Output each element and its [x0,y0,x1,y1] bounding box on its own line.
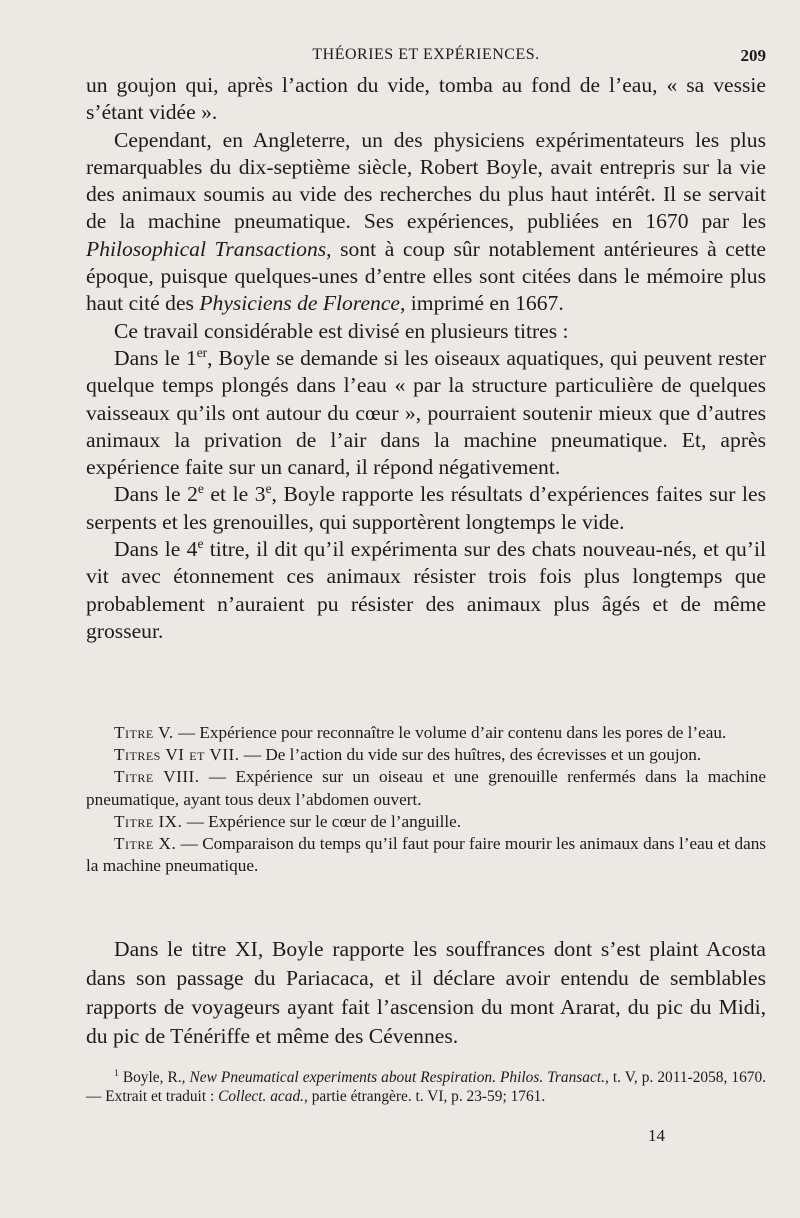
main-text [86,72,766,645]
paragraph-division: Ce travail considérable est divisé en plusieurs titres : [114,318,569,343]
paragraph-titre-4 [86,536,766,645]
titre-item [86,744,766,766]
signature-mark: 14 [648,1126,665,1145]
paragraph-titre-1 [86,345,766,481]
citation-title: New Pneumatical experiments about Respiration. Philos. Transact. [189,1069,605,1086]
titre-text: — Expérience pour reconnaître le volume d’air contenu dans les pores de l’eau. [173,723,727,742]
journal-title: Philosophical Transactions [86,236,327,261]
paragraph-titre-2-3 [86,481,766,536]
paragraph-titre-11: Dans le titre XI, Boyle rapporte les souffrances dont s’est plaint Acosta dans son passage du Pariacaca, et il déclare avoir entendu de semblables rapports de voyageurs ayant fait l’ascension du mont Ararat, du pic du Midi, du pic de Ténériffe et même des Cévennes. [86,937,766,1048]
titre-label: Titre VIII. [114,767,200,787]
titre-label: Titre X. [114,834,177,854]
titre-item [86,833,766,877]
work-title: Physiciens de Florence [199,291,400,316]
titre-label: Titres VI et VII. [114,745,240,765]
footnote-text [86,1068,766,1106]
titre-label: Titre V. [114,723,174,742]
text-run: Boyle, R., [118,1069,190,1086]
footnote [86,1068,766,1106]
footnote-marker: 1 [114,1067,119,1079]
superscript: e [197,535,204,551]
paragraph-boyle-intro [86,127,766,318]
titre-item [86,722,766,744]
titre-item [86,766,766,810]
text-run: titre, il dit qu’il expérimenta sur des chats nouveau-nés, et qu’il vit avec étonnement ces animaux résister trois fois plus longtemps que probablement n’auraient pu résister des animaux plus âgés et de même grosseur. [86,537,766,643]
text-run: Dans le 2 [114,482,198,507]
paragraph-continuation: un goujon qui, après l’action du vide, tomba au fond de l’eau, « sa vessie s’étant vidée ». [86,73,766,125]
closing-section [86,935,766,1051]
titre-item [86,811,766,833]
text-run: , sont à coup sûr notablement antérieures à cette époque, puisque quelques-unes d’entre elles sont citées dans le mémoire plus haut cité des [86,236,767,316]
text-run: , partie étrangère. t. VI, p. 23-59; 1761. [304,1088,546,1106]
titre-text: — De l’action du vide sur des huîtres, des écrevisses et un goujon. [239,745,702,765]
titres-list [86,722,766,877]
text-run: Cependant, en Angleterre, un des physiciens expérimentateurs les plus remarquables du dix-septième siècle, Robert Boyle, avait entrepris sur la vie des animaux soumis au vide des recherches du plus haut intérêt. Il se servait de la machine pneumatique. Ses expériences, publiées en 1670 par les [86,127,766,234]
text-run: Dans le 4 [114,537,198,562]
text-run: Dans le 1 [114,345,197,370]
text-run: , Boyle se demande si les oiseaux aquatiques, qui peuvent rester quelque temps plongés dans l’eau « par la structure particulière de quelques vaisseaux qu’ils ont autour du cœur », pourraient soutenir mieux que d’autres animaux la privation de l’air dans la machine pneumatique. Et, après expérience faite sur un canard, il répond négativement. [86,345,766,480]
text-run: , t. V, p. 2011-2058, 1670. — Extrait et traduit : [86,1069,767,1106]
titre-label: Titre IX. [114,811,183,831]
page-header [86,44,766,72]
page-number: 209 [740,46,766,65]
text-run: , Boyle rapporte les résultats d’expériences faites sur les serpents et les grenouilles, qui supportèrent longtemps le vide. [86,482,767,534]
text-run: , imprimé en 1667. [400,291,564,316]
superscript: er [196,344,208,360]
superscript: e [197,481,204,497]
superscript: e [265,481,272,497]
titre-text: — Expérience sur un oiseau et une grenouille renfermés dans la machine pneumatique, ayant tous deux l’abdomen ouvert. [86,767,766,809]
text-run: et le 3 [203,482,266,507]
citation-collection: Collect. acad. [218,1088,304,1106]
running-title: THÉORIES ET EXPÉRIENCES. [312,46,540,63]
titre-text: — Expérience sur le cœur de l’anguille. [182,811,462,831]
titre-text: — Comparaison du temps qu’il faut pour faire mourir les animaux dans l’eau et dans la machine pneumatique. [86,834,766,876]
